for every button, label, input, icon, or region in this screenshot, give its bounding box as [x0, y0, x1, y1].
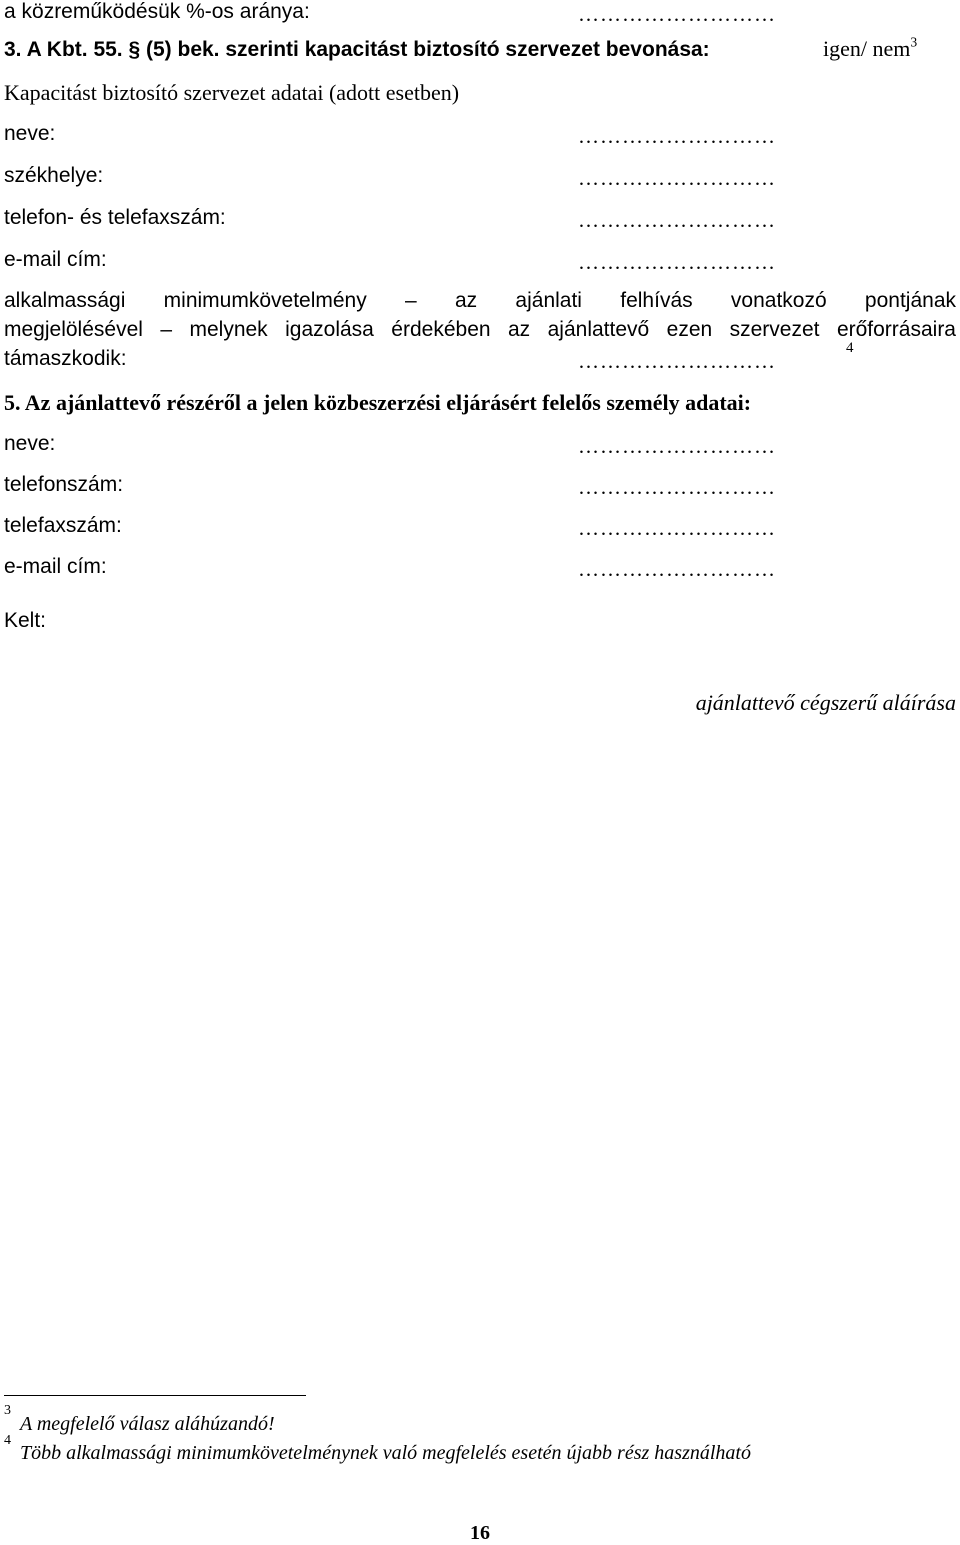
paragraph-line-1: alkalmassági minimumkövetelmény – az ajánlati felhívás vonatkozó pontjának — [4, 289, 956, 312]
field-dots-name: ……………………… — [578, 124, 776, 148]
share-label: a közreműködésük %-os aránya: — [4, 0, 310, 23]
contact-label-email: e-mail cím: — [4, 555, 107, 578]
contact-dots-phone: ……………………… — [578, 475, 776, 499]
paragraph-footnote-ref: 4 — [846, 340, 854, 356]
field-label-name: neve: — [4, 122, 56, 145]
section5-heading: 5. Az ajánlattevő részéről a jelen közbeszerzési eljárásért felelős személy adatai: — [4, 390, 752, 415]
contact-dots-fax: ……………………… — [578, 516, 776, 540]
contact-dots-email: ……………………… — [578, 557, 776, 581]
footnote-text-3: A megfelelő válasz aláhúzandó! — [20, 1413, 275, 1435]
paragraph-line-3: támaszkodik: — [4, 347, 127, 370]
contact-label-name: neve: — [4, 432, 56, 455]
section3-choice — [823, 36, 917, 62]
footnote-number-4: 4 — [4, 1433, 11, 1448]
footnote-text-4: Több alkalmassági minimumkövetelménynek való megfelelés esetén újabb rész használható — [20, 1442, 751, 1464]
section3-subheading: Kapacitást biztosító szervezet adatai (adott esetben) — [4, 80, 460, 105]
paragraph-dots-text: ……………………… — [578, 349, 776, 373]
share-dots: ……………………… — [578, 2, 776, 26]
paragraph-dots — [578, 349, 776, 374]
footnote-number-3: 3 — [4, 1403, 11, 1418]
page-number: 16 — [470, 1522, 490, 1544]
choice-text: igen/ nem — [823, 36, 911, 61]
field-label-seat: székhelye: — [4, 164, 104, 187]
field-dots-phone-fax: ……………………… — [578, 208, 776, 232]
choice-footnote-ref: 3 — [910, 34, 918, 50]
field-dots-seat: ……………………… — [578, 166, 776, 190]
contact-label-fax: telefaxszám: — [4, 514, 122, 537]
signature-caption: ajánlattevő cégszerű aláírása — [695, 690, 956, 715]
footnote-separator — [4, 1395, 306, 1396]
contact-dots-name: ……………………… — [578, 434, 776, 458]
paragraph-line-2: megjelölésével – melynek igazolása érdekében az ajánlattevő ezen szervezet erőforrásaira — [4, 318, 956, 341]
field-label-phone-fax: telefon- és telefaxszám: — [4, 206, 226, 229]
contact-label-phone: telefonszám: — [4, 473, 124, 496]
section3-heading: 3. A Kbt. 55. § (5) bek. szerinti kapacitást biztosító szervezet bevonása: — [4, 38, 710, 61]
field-dots-email: ……………………… — [578, 250, 776, 274]
kelt-label: Kelt: — [4, 609, 47, 632]
field-label-email: e-mail cím: — [4, 248, 107, 271]
